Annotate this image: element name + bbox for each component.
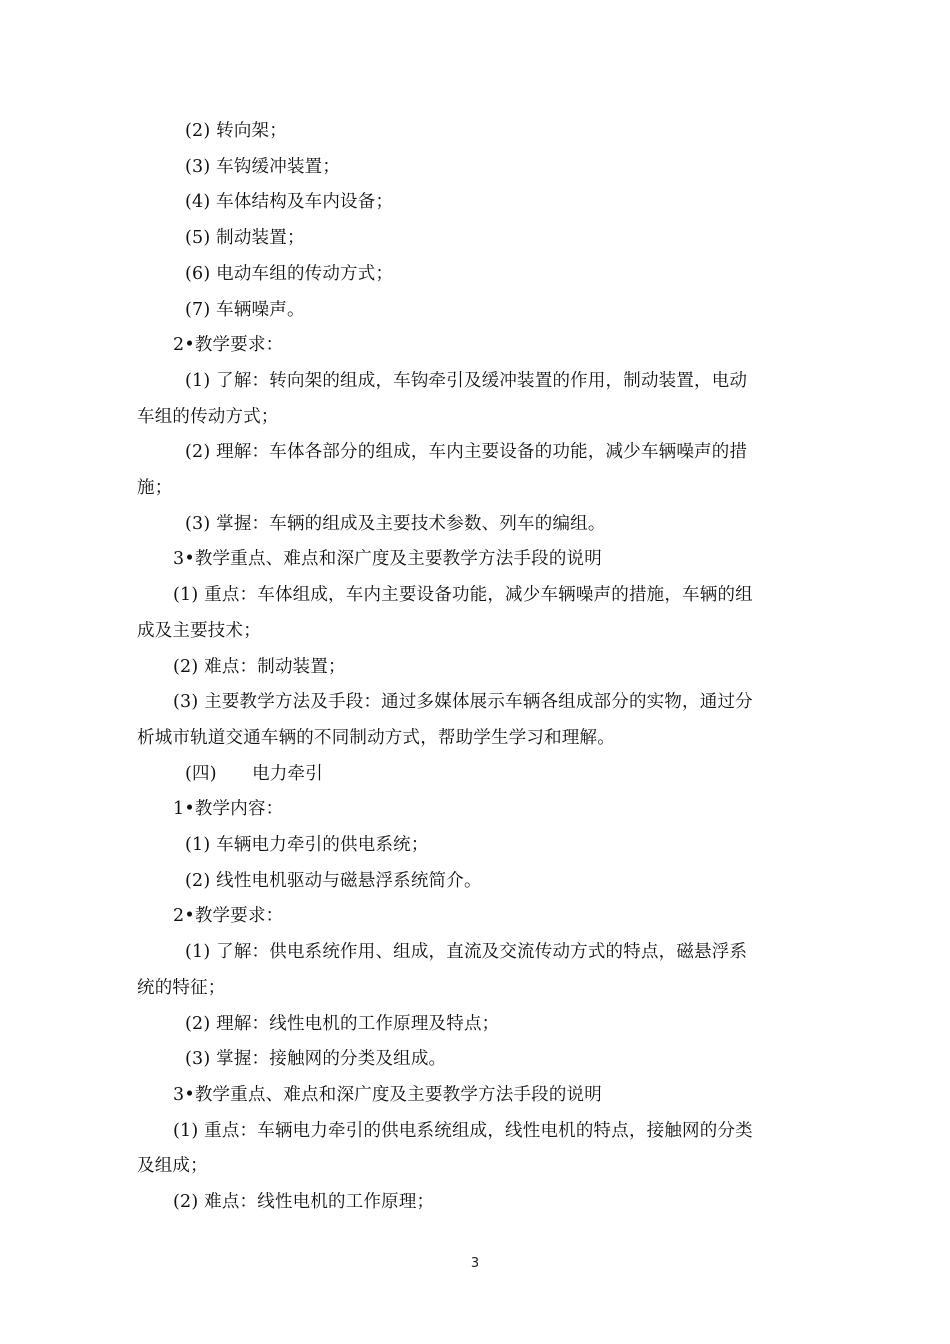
list-item: (2) 理解：车体各部分的组成，车内主要设备的功能，减少车辆噪声的措 [185,442,748,463]
chapter-heading: (四) 电力牵引 [185,763,323,784]
page-number: 3 [470,1256,480,1271]
list-item: (5) 制动装置； [185,228,305,249]
list-item: (3) 掌握：车辆的组成及主要技术参数、列车的编组。 [185,513,606,534]
list-item: (1) 了解：供电系统作用、组成，直流及交流传动方式的特点，磁悬浮系 [185,942,748,963]
list-item: (1) 车辆电力牵引的供电系统； [185,835,429,856]
page-body [137,114,809,1221]
list-item: (3) 主要教学方法及手段：通过多媒体展示车辆各组成部分的实物，通过分 [173,692,753,713]
list-item-continuation: 析城市轨道交通车辆的不同制动方式，帮助学生学习和理解。 [137,727,615,748]
list-item: (2) 转向架； [185,121,287,141]
list-item: (2) 难点：制动装置； [173,656,346,677]
list-item: (3) 掌握：接触网的分类及组成。 [185,1049,447,1070]
list-item-continuation: 施； [137,478,173,499]
list-item: (2) 线性电机驱动与磁悬浮系统简介。 [185,870,482,891]
list-item-continuation: 及组成； [137,1156,208,1177]
section-heading: 3•教学重点、难点和深广度及主要教学方法手段的说明 [173,1084,602,1105]
list-item: (6) 电动车组的传动方式； [185,263,394,284]
list-item: (2) 难点：线性电机的工作原理； [173,1192,435,1213]
list-item: (2) 理解：线性电机的工作原理及特点； [185,1013,500,1034]
section-heading: 1•教学内容： [173,799,284,820]
list-item-continuation: 成及主要技术； [137,620,261,641]
list-item: (1) 重点：车体组成，车内主要设备功能，减少车辆噪声的措施，车辆的组 [173,585,753,606]
section-heading: 3•教学重点、难点和深广度及主要教学方法手段的说明 [173,549,602,570]
list-item: (4) 车体结构及车内设备； [185,192,394,213]
list-item-continuation: 统的特征； [137,977,226,998]
section-heading: 2•教学要求： [173,906,284,927]
list-item: (7) 车辆噪声。 [185,299,305,320]
list-item: (3) 车钩缓冲装置； [185,156,341,177]
section-heading: 2•教学要求： [173,335,284,356]
list-item: (1) 重点：车辆电力牵引的供电系统组成，线性电机的特点，接触网的分类 [173,1120,753,1141]
list-item-continuation: 车组的传动方式； [137,406,279,427]
list-item: (1) 了解：转向架的组成，车钩牵引及缓冲装置的作用，制动装置，电动 [185,370,748,391]
